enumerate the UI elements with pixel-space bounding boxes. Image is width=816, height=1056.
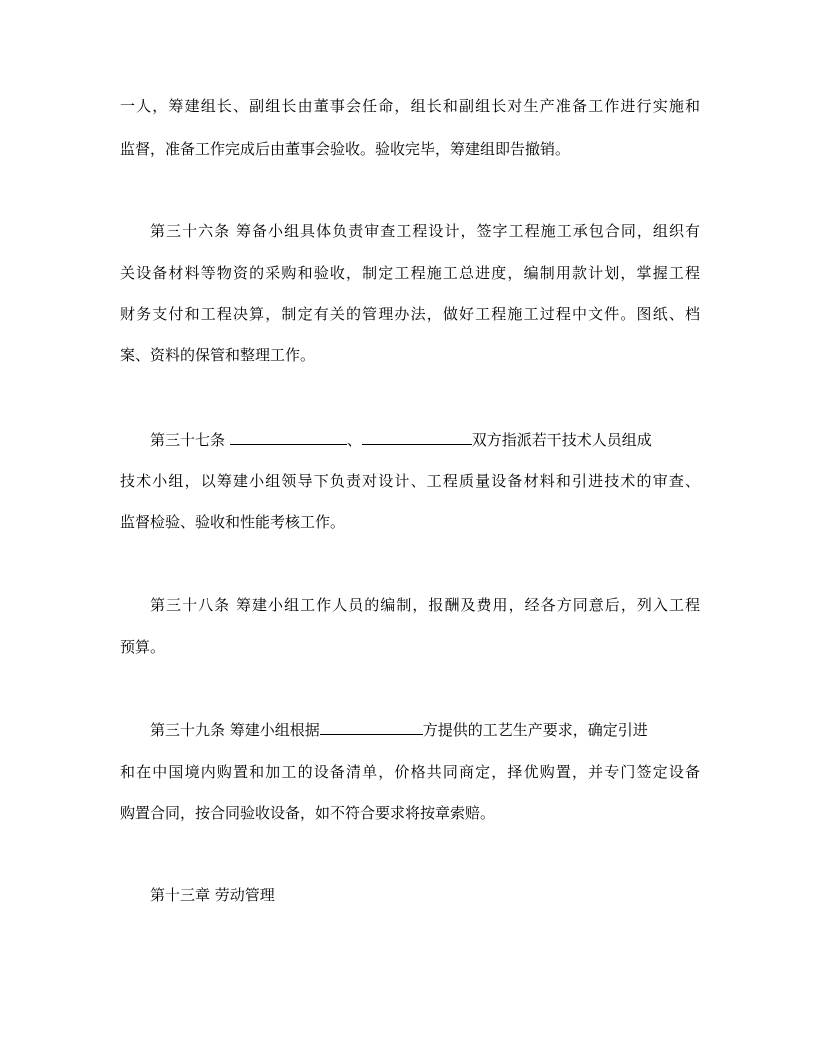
article-37-suffix: 双方指派若干技术人员组成 xyxy=(471,431,652,449)
party-a-blank xyxy=(230,428,347,445)
article-39-line-2: 和在中国境内购置和加工的设备清单，价格共同商定，择优购置，并专门签定设备 xyxy=(120,763,700,781)
article-37-prefix: 第三十七条 xyxy=(150,431,230,449)
article-39-line-3: 购置合同，按合同验收设备，如不符合要求将按章索赔。 xyxy=(120,804,496,822)
article-39-suffix: 方提供的工艺生产要求，确定引进 xyxy=(422,721,648,739)
article-38-line-2: 预算。 xyxy=(120,638,166,656)
article-36-line-4: 案、资料的保管和整理工作。 xyxy=(120,346,316,364)
party-b-blank xyxy=(362,428,472,445)
intro-line-1: 一人，筹建组长、副组长由董事会任命，组长和副组长对生产准备工作进行实施和 xyxy=(120,97,700,115)
provider-party-blank xyxy=(320,718,423,735)
article-39-prefix: 第三十九条 筹建小组根据 xyxy=(150,721,320,739)
article-37-line-3: 监督检验、验收和性能考核工作。 xyxy=(120,513,346,531)
article-37-line-2: 技术小组，以筹建小组领导下负责对设计、工程质量设备材料和引进技术的审查、 xyxy=(120,472,700,490)
article-36-line-1: 第三十六条 筹备小组具体负责审查工程设计，签字工程施工承包合同，组织有 xyxy=(150,222,700,240)
intro-line-2: 监督，准备工作完成后由董事会验收。验收完毕，筹建组即告撤销。 xyxy=(120,140,571,158)
article-36-line-2: 关设备材料等物资的采购和验收，制定工程施工总进度，编制用款计划，掌握工程 xyxy=(120,264,700,282)
chapter-13-heading: 第十三章 劳动管理 xyxy=(150,886,275,904)
article-38-line-1: 第三十八条 筹建小组工作人员的编制，报酬及费用，经各方同意后，列入工程 xyxy=(150,596,700,614)
article-36-line-3: 财务支付和工程决算，制定有关的管理办法，做好工程施工过程中文件。图纸、档 xyxy=(120,305,700,323)
article-39-line-1 xyxy=(150,718,700,741)
article-37-line-1 xyxy=(150,428,700,451)
article-37-separator: 、 xyxy=(346,431,362,449)
